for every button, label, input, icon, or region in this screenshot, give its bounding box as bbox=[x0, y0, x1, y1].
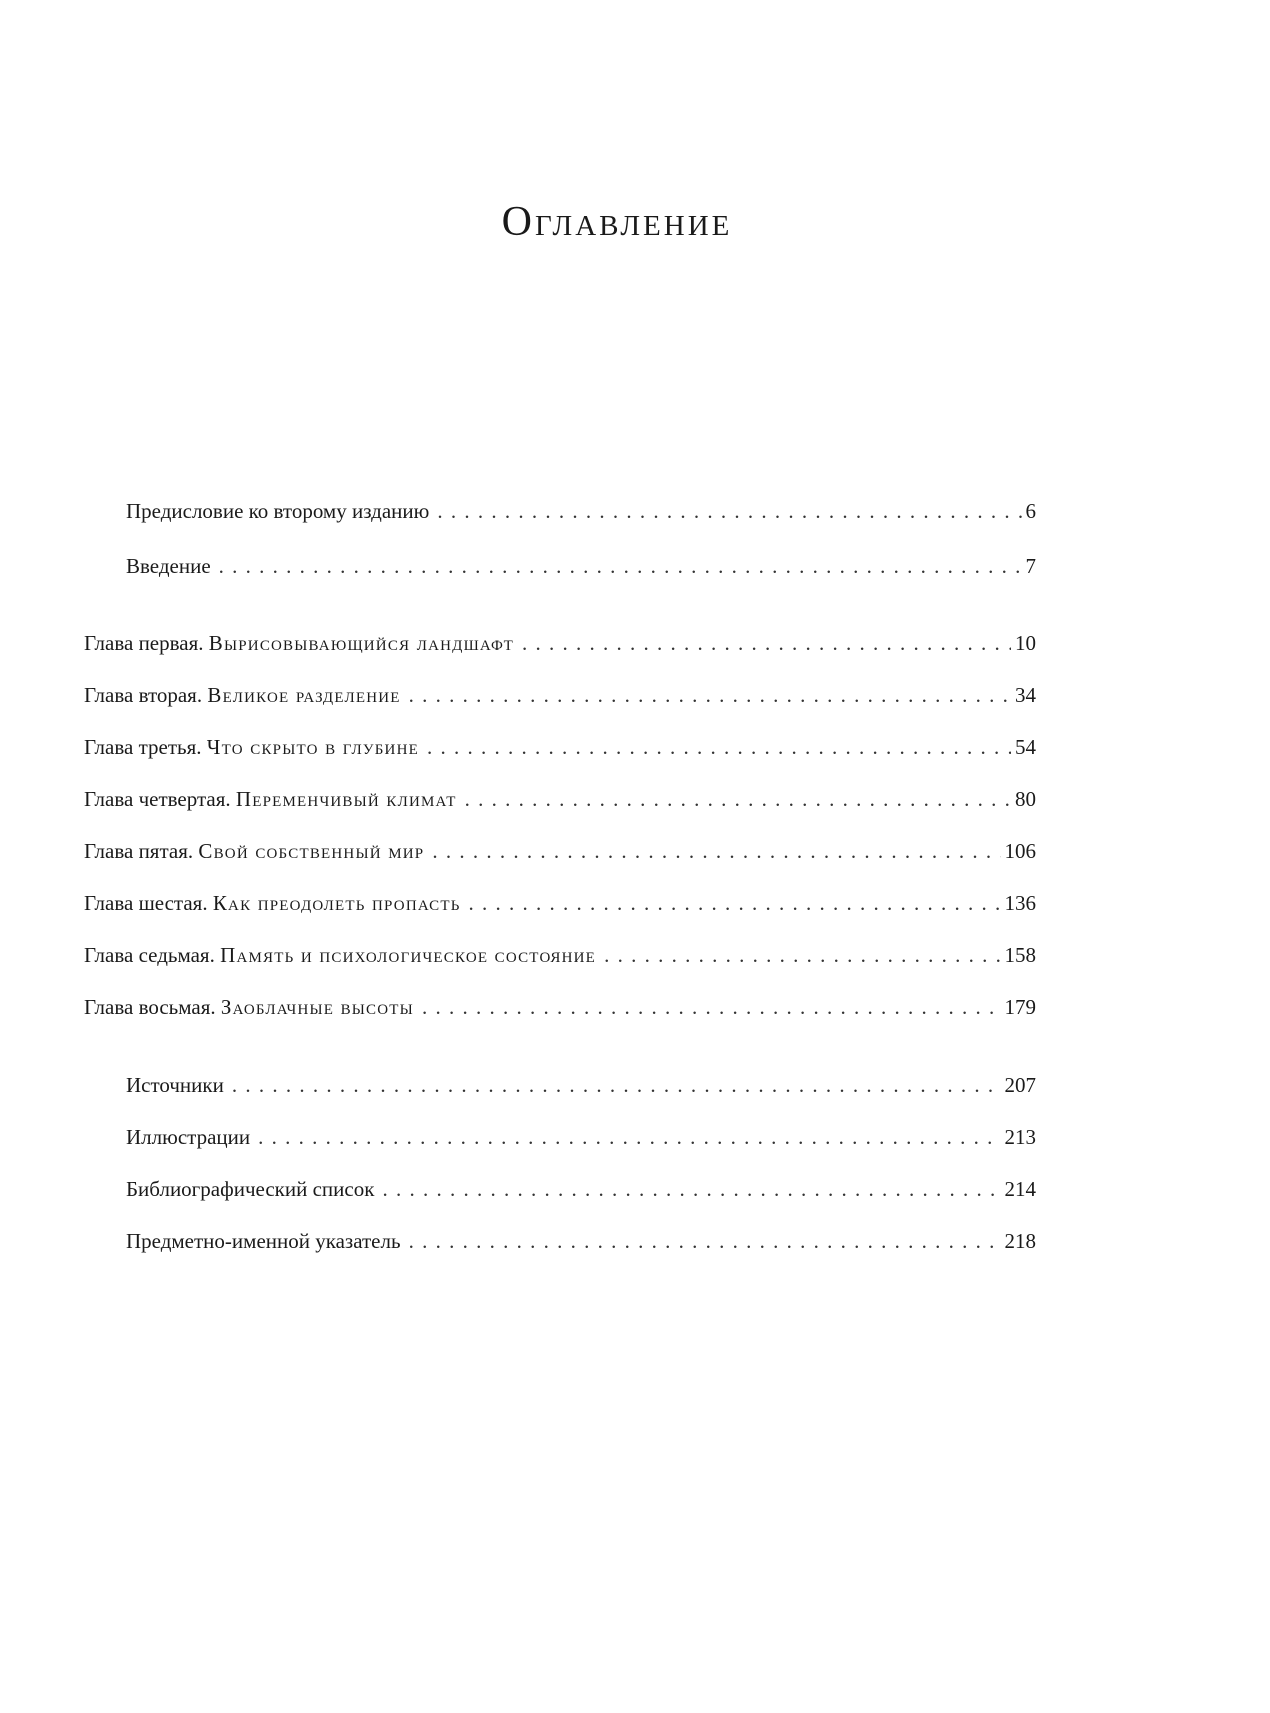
chapter-prefix: Глава седьмая. bbox=[84, 943, 215, 967]
toc-chapter-label bbox=[84, 682, 401, 708]
toc-entry-index[interactable] bbox=[126, 1228, 1036, 1254]
toc-chapter-label bbox=[84, 994, 414, 1020]
toc-page-number: 54 bbox=[1015, 735, 1036, 759]
toc-entry-label: Иллюстрации bbox=[126, 1125, 251, 1149]
dot-leader bbox=[232, 1072, 1001, 1098]
dot-leader bbox=[422, 994, 1001, 1020]
chapter-prefix: Глава вторая. bbox=[84, 683, 203, 707]
toc-page-number: 207 bbox=[1004, 1073, 1036, 1097]
toc-chapter-label bbox=[84, 890, 461, 916]
chapter-title: Вырисовывающийся ландшафт bbox=[208, 631, 515, 655]
toc-chapter-label bbox=[84, 942, 596, 968]
toc-page-number: 218 bbox=[1004, 1229, 1036, 1253]
toc-entry-sources[interactable] bbox=[126, 1072, 1036, 1098]
chapter-title: Что скрыто в глубине bbox=[206, 735, 419, 759]
dot-leader bbox=[427, 734, 1011, 760]
dot-leader bbox=[258, 1124, 1000, 1150]
toc-page-number: 7 bbox=[1025, 554, 1036, 578]
toc-entry-chapter-1[interactable] bbox=[84, 630, 1036, 656]
toc-entry-label: Предисловие ко второму изданию bbox=[126, 499, 430, 523]
chapter-prefix: Глава четвертая. bbox=[84, 787, 231, 811]
toc-entry-chapter-2[interactable] bbox=[84, 682, 1036, 708]
chapter-title: Переменчивый климат bbox=[235, 787, 457, 811]
toc-entry-chapter-5[interactable] bbox=[84, 838, 1036, 864]
dot-leader bbox=[465, 786, 1011, 812]
toc-page-number: 213 bbox=[1004, 1125, 1036, 1149]
dot-leader bbox=[604, 942, 1000, 968]
toc-chapter-label bbox=[84, 630, 514, 656]
toc-entry-label: Библиографический список bbox=[126, 1177, 375, 1201]
toc-page-number: 106 bbox=[1004, 839, 1036, 863]
toc-page-number: 158 bbox=[1004, 943, 1036, 967]
toc-entry-preface[interactable] bbox=[126, 498, 1036, 524]
chapter-title: Как преодолеть пропасть bbox=[212, 891, 461, 915]
chapter-title: Великое разделение bbox=[207, 683, 401, 707]
toc-page-number: 10 bbox=[1015, 631, 1036, 655]
toc-page-number: 214 bbox=[1004, 1177, 1036, 1201]
toc-entry-chapter-4[interactable] bbox=[84, 786, 1036, 812]
chapter-prefix: Глава третья. bbox=[84, 735, 202, 759]
toc-page-number: 34 bbox=[1015, 683, 1036, 707]
toc-entry-label: Введение bbox=[126, 554, 211, 578]
toc-entry-label: Предметно-именной указатель bbox=[126, 1229, 401, 1253]
toc-entry-illustrations[interactable] bbox=[126, 1124, 1036, 1150]
toc-page-number: 80 bbox=[1015, 787, 1036, 811]
toc-chapter-label bbox=[84, 838, 424, 864]
toc-page-number: 6 bbox=[1025, 499, 1036, 523]
toc-chapter-label bbox=[84, 786, 457, 812]
chapter-title: Память и психологическое состояние bbox=[220, 943, 597, 967]
toc-entry-chapter-7[interactable] bbox=[84, 942, 1036, 968]
dot-leader bbox=[437, 498, 1021, 524]
chapter-prefix: Глава первая. bbox=[84, 631, 204, 655]
toc-entry-bibliography[interactable] bbox=[126, 1176, 1036, 1202]
toc-entry-chapter-6[interactable] bbox=[84, 890, 1036, 916]
toc-page-number: 136 bbox=[1004, 891, 1036, 915]
chapter-prefix: Глава шестая. bbox=[84, 891, 208, 915]
dot-leader bbox=[432, 838, 1000, 864]
dot-leader bbox=[382, 1176, 1000, 1202]
dot-leader bbox=[409, 682, 1011, 708]
chapter-prefix: Глава восьмая. bbox=[84, 995, 216, 1019]
toc-entry-chapter-8[interactable] bbox=[84, 994, 1036, 1020]
toc-entry-label: Источники bbox=[126, 1073, 224, 1097]
dot-leader bbox=[522, 630, 1011, 656]
toc-page-number: 179 bbox=[1004, 995, 1036, 1019]
chapter-title: Свой собственный мир bbox=[198, 839, 425, 863]
toc-entry-introduction[interactable] bbox=[126, 553, 1036, 579]
dot-leader bbox=[469, 890, 1001, 916]
toc-entry-chapter-3[interactable] bbox=[84, 734, 1036, 760]
chapter-prefix: Глава пятая. bbox=[84, 839, 194, 863]
dot-leader bbox=[219, 553, 1022, 579]
dot-leader bbox=[409, 1228, 1001, 1254]
chapter-title: Заоблачные высоты bbox=[220, 995, 414, 1019]
page-title: Оглавление bbox=[501, 199, 733, 245]
toc-chapter-label bbox=[84, 734, 419, 760]
